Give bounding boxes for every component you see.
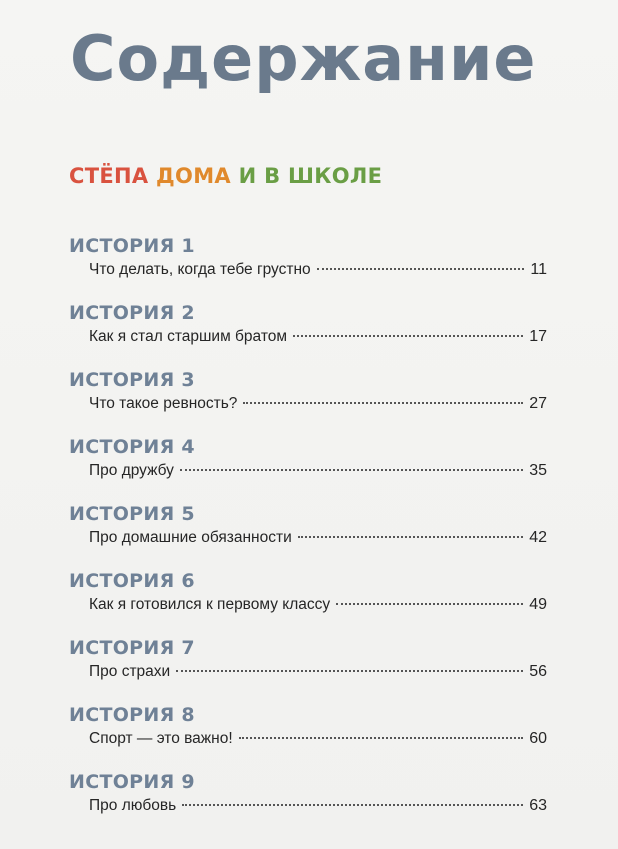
dot-leader <box>182 804 523 806</box>
toc-entry[interactable] <box>69 770 547 837</box>
toc-line <box>89 395 547 417</box>
dot-leader <box>336 603 523 605</box>
table-of-contents <box>69 234 547 837</box>
toc-line <box>89 529 547 551</box>
dot-leader <box>243 402 523 404</box>
dot-leader <box>180 469 523 471</box>
page-number: 11 <box>530 261 547 278</box>
dot-leader <box>298 536 523 538</box>
chapter-title: Как я стал старшим братом <box>89 328 288 345</box>
story-label: ИСТОРИЯ 5 <box>69 503 195 525</box>
toc-entry[interactable] <box>69 636 547 703</box>
section-heading-part-1: СТЁПА <box>69 164 149 188</box>
toc-entry[interactable] <box>69 368 547 435</box>
toc-entry[interactable] <box>69 502 547 569</box>
story-label: ИСТОРИЯ 8 <box>69 704 195 726</box>
page-number: 17 <box>529 328 547 345</box>
dot-leader <box>293 335 523 337</box>
toc-entry[interactable] <box>69 234 547 301</box>
story-label: ИСТОРИЯ 2 <box>69 302 195 324</box>
story-label: ИСТОРИЯ 9 <box>69 771 195 793</box>
toc-line <box>89 730 547 752</box>
toc-line <box>89 596 547 618</box>
page-title: Содержание <box>70 22 537 95</box>
dot-leader <box>239 737 524 739</box>
story-label: ИСТОРИЯ 4 <box>69 436 195 458</box>
story-label: ИСТОРИЯ 1 <box>69 235 195 257</box>
chapter-title: Как я готовился к первому классу <box>89 596 331 613</box>
toc-line <box>89 462 547 484</box>
section-heading-part-3: И В ШКОЛЕ <box>238 164 383 188</box>
chapter-title: Что делать, когда тебе грустно <box>89 261 311 278</box>
toc-line <box>89 261 547 283</box>
page-number: 49 <box>529 596 547 613</box>
story-label: ИСТОРИЯ 3 <box>69 369 195 391</box>
page-number: 42 <box>529 529 547 546</box>
toc-line <box>89 328 547 350</box>
story-label: ИСТОРИЯ 7 <box>69 637 195 659</box>
chapter-title: Про дружбу <box>89 462 174 479</box>
section-heading-part-2: ДОМА <box>156 164 231 188</box>
chapter-title: Что такое ревность? <box>89 395 238 412</box>
toc-line <box>89 797 547 819</box>
section-heading <box>69 166 382 187</box>
page-number: 27 <box>529 395 547 412</box>
dot-leader <box>317 268 525 270</box>
page-number: 56 <box>529 663 547 680</box>
chapter-title: Спорт — это важно! <box>89 730 233 747</box>
chapter-title: Про любовь <box>89 797 177 814</box>
toc-line <box>89 663 547 685</box>
dot-leader <box>176 670 523 672</box>
page-number: 35 <box>529 462 547 479</box>
story-label: ИСТОРИЯ 6 <box>69 570 195 592</box>
chapter-title: Про страхи <box>89 663 171 680</box>
page-number: 60 <box>529 730 547 747</box>
chapter-title: Про домашние обязанности <box>89 529 292 546</box>
toc-entry[interactable] <box>69 301 547 368</box>
toc-entry[interactable] <box>69 435 547 502</box>
page-number: 63 <box>529 797 547 814</box>
toc-entry[interactable] <box>69 569 547 636</box>
toc-entry[interactable] <box>69 703 547 770</box>
